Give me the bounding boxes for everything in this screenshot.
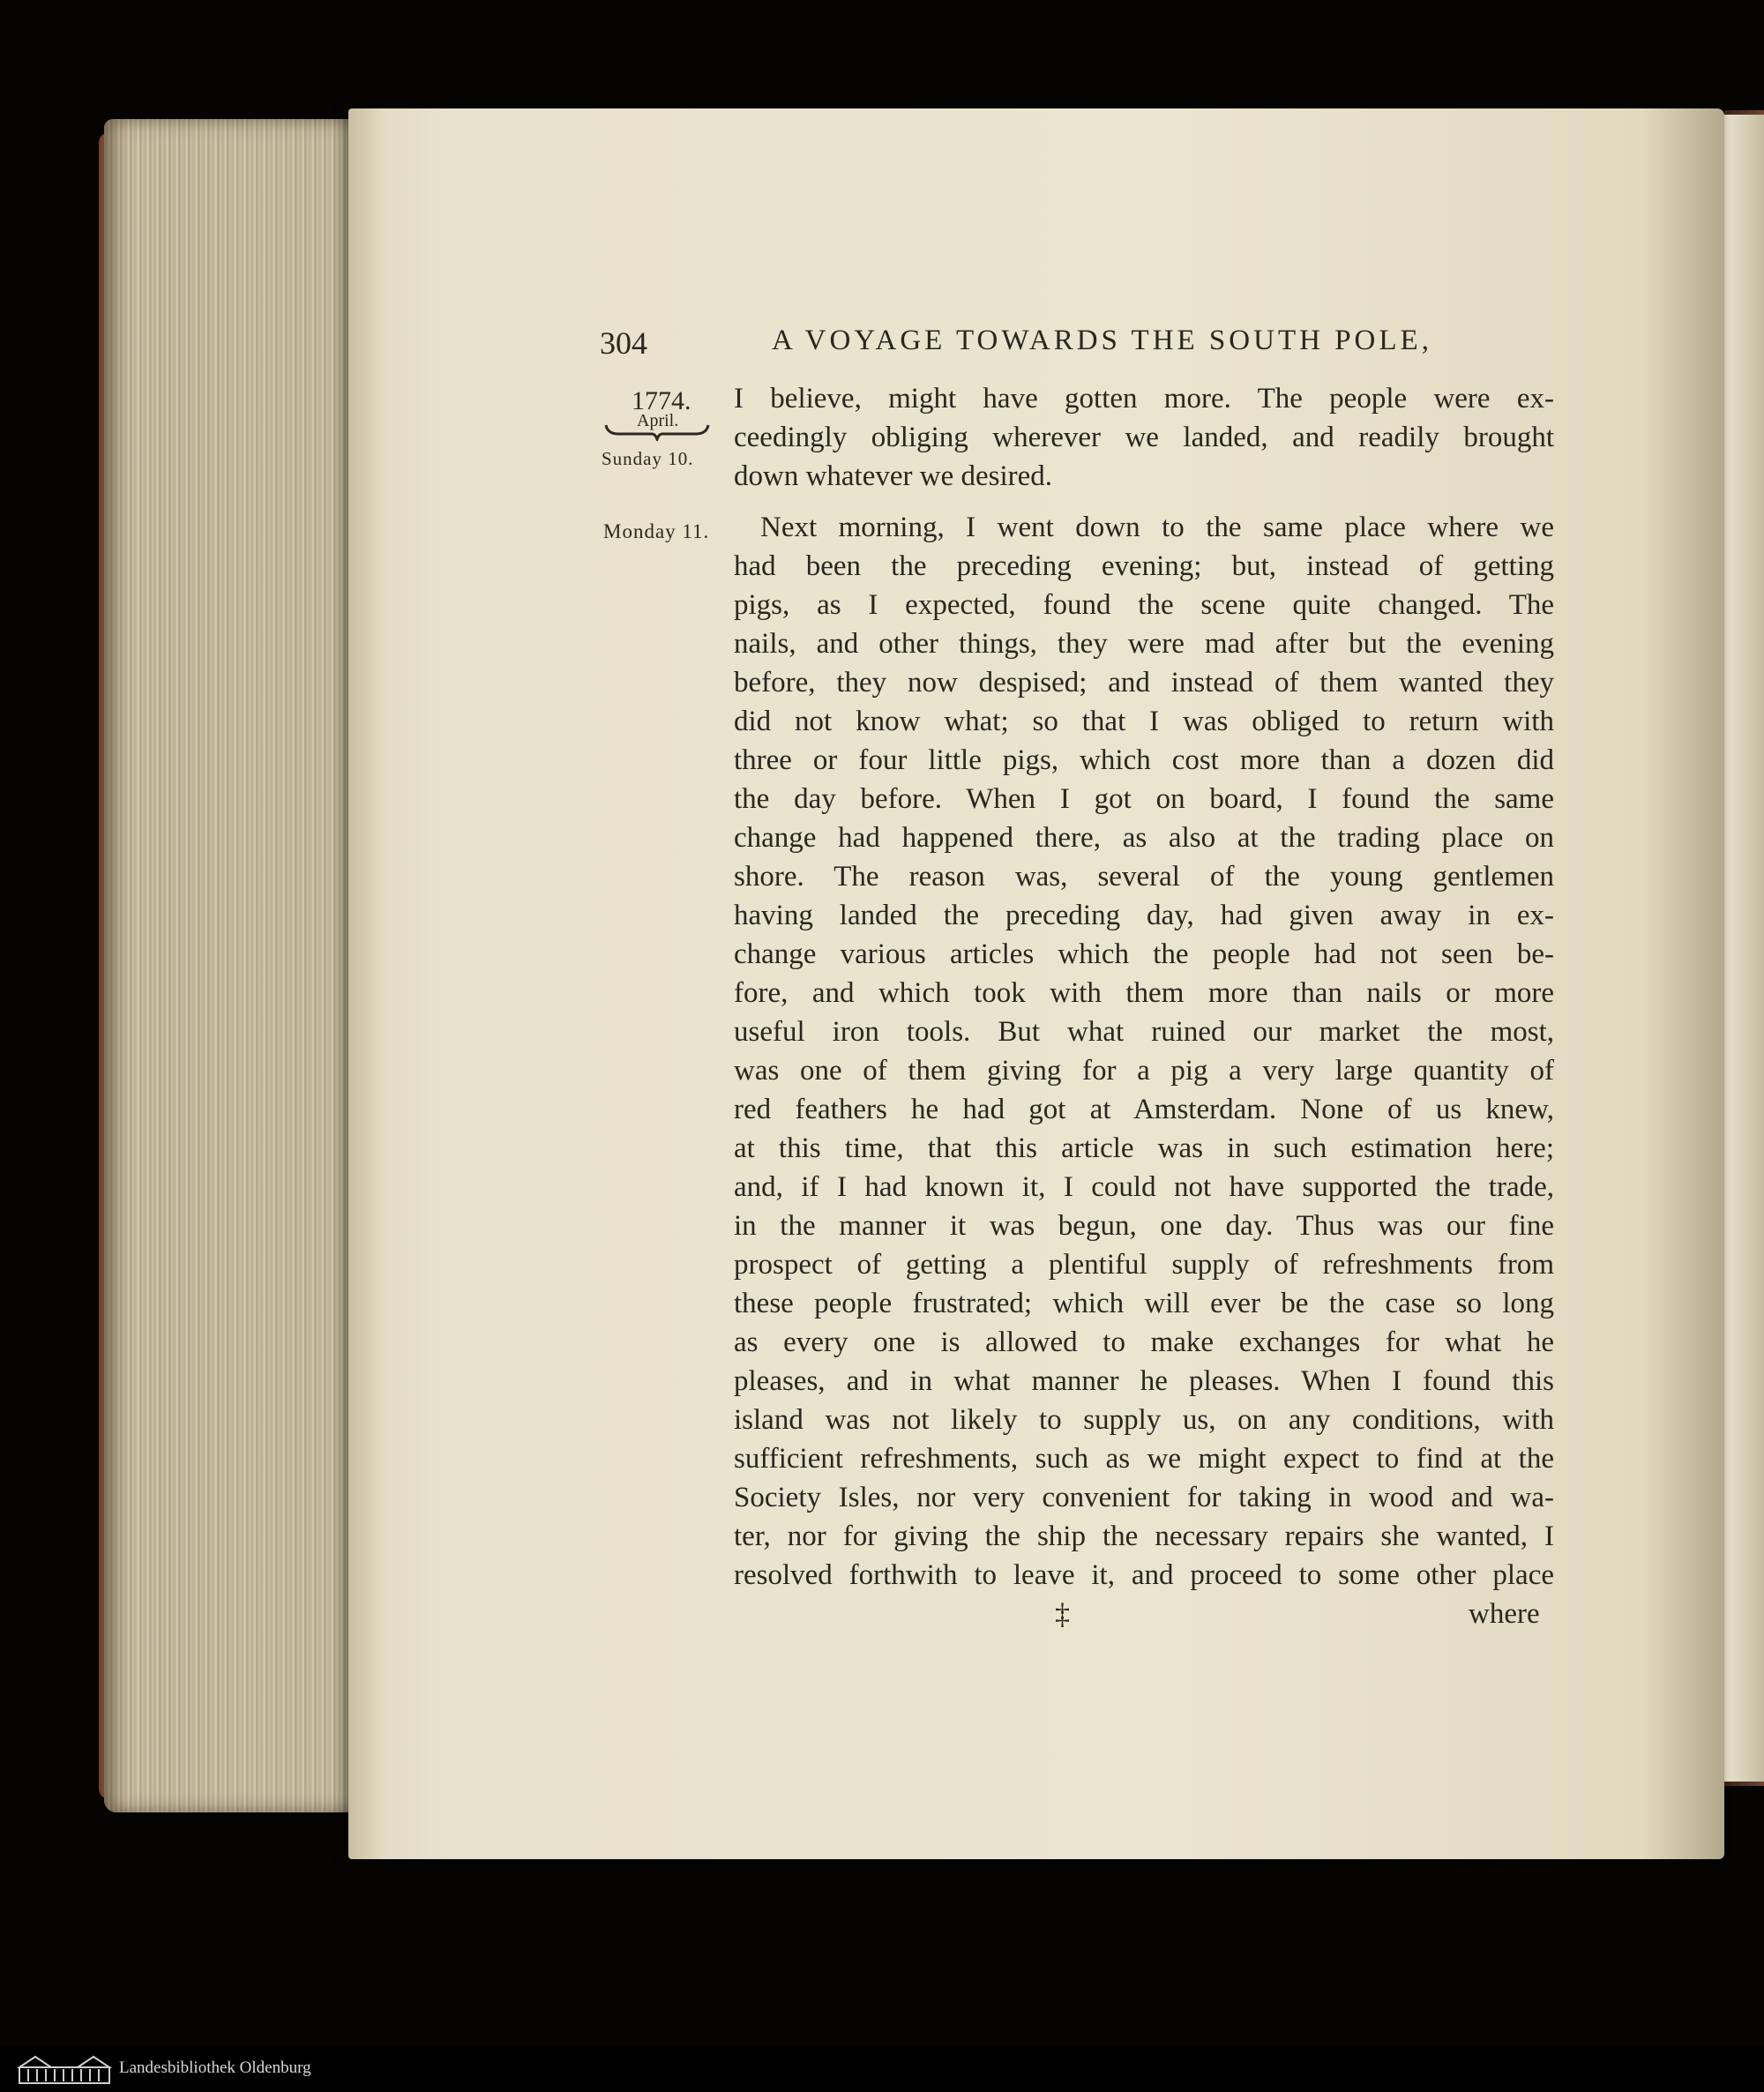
text-line: nails, and other things, they were mad after but the evening: [734, 628, 1554, 660]
text-line: these people frustrated; which will ever be the case so long: [734, 1288, 1554, 1319]
text-line: island was not likely to supply us, on any conditions, with: [734, 1404, 1554, 1436]
library-building-icon: [16, 2053, 113, 2085]
margin-note-year: 1774.: [632, 386, 691, 415]
text-line: sufficient refreshments, such as we might expect to find at the: [734, 1443, 1554, 1475]
text-line: resolved forthwith to leave it, and proceed to some other place: [734, 1559, 1554, 1591]
margin-brace-icon: [604, 422, 710, 441]
text-line: was one of them giving for a pig a very large quantity of: [734, 1055, 1554, 1087]
text-line: useful iron tools. But what ruined our market the most,: [734, 1016, 1554, 1048]
text-line: having landed the preceding day, had given away in ex-: [734, 900, 1554, 931]
text-line: red feathers he had got at Amsterdam. None of us knew,: [734, 1094, 1554, 1125]
text-line: change had happened there, as also at the trading place on: [734, 822, 1554, 854]
text-line: pleases, and in what manner he pleases. When I found this: [734, 1365, 1554, 1397]
page-stack-edges: [104, 119, 360, 1812]
text-line: change various articles which the people had not seen be-: [734, 938, 1554, 970]
text-line: I believe, might have gotten more. The people were ex-: [734, 383, 1554, 415]
signature-mark: ‡: [1055, 1598, 1070, 1631]
page-number: 304: [600, 325, 647, 361]
text-line: and, if I had known it, I could not have supported the trade,: [734, 1171, 1554, 1203]
text-line: at this time, that this article was in such estimation here;: [734, 1132, 1554, 1164]
margin-note-month: April.: [637, 411, 679, 430]
text-line: prospect of getting a plentiful supply of refreshments from: [734, 1249, 1554, 1281]
text-line: down whatever we desired.: [734, 460, 1053, 492]
text-line: pigs, as I expected, found the scene quite changed. The: [734, 589, 1554, 621]
text-line: had been the preceding evening; but, instead of getting: [734, 550, 1554, 582]
text-line: three or four little pigs, which cost more than a dozen did: [734, 744, 1554, 776]
text-line: ter, nor for giving the ship the necessary repairs she wanted, I: [734, 1520, 1554, 1552]
body-text: [734, 379, 1554, 1595]
text-line: Next morning, I went down to the same place where we: [760, 512, 1554, 543]
text-line: Society Isles, nor very convenient for taking in wood and wa-: [734, 1482, 1554, 1513]
text-line: ceedingly obliging wherever we landed, and readily brought: [734, 422, 1554, 453]
margin-note-monday: Monday 11.: [603, 520, 710, 542]
margin-note-sunday: Sunday 10.: [602, 448, 694, 469]
text-line: the day before. When I got on board, I found the same: [734, 783, 1554, 815]
library-name: Landesbibliothek Oldenburg: [119, 2058, 311, 2077]
text-line: fore, and which took with them more than nails or more: [734, 977, 1554, 1009]
text-line: as every one is allowed to make exchanges for what he: [734, 1326, 1554, 1358]
text-line: in the manner it was begun, one day. Thus was our fine: [734, 1210, 1554, 1242]
text-line: before, they now despised; and instead of them wanted they: [734, 667, 1554, 699]
text-line: did not know what; so that I was obliged to return with: [734, 706, 1554, 737]
text-line: shore. The reason was, several of the young gentlemen: [734, 861, 1554, 893]
running-head: A VOYAGE TOWARDS THE SOUTH POLE,: [772, 325, 1432, 356]
catchword: where: [1469, 1598, 1540, 1630]
library-footer: [0, 2046, 1764, 2092]
